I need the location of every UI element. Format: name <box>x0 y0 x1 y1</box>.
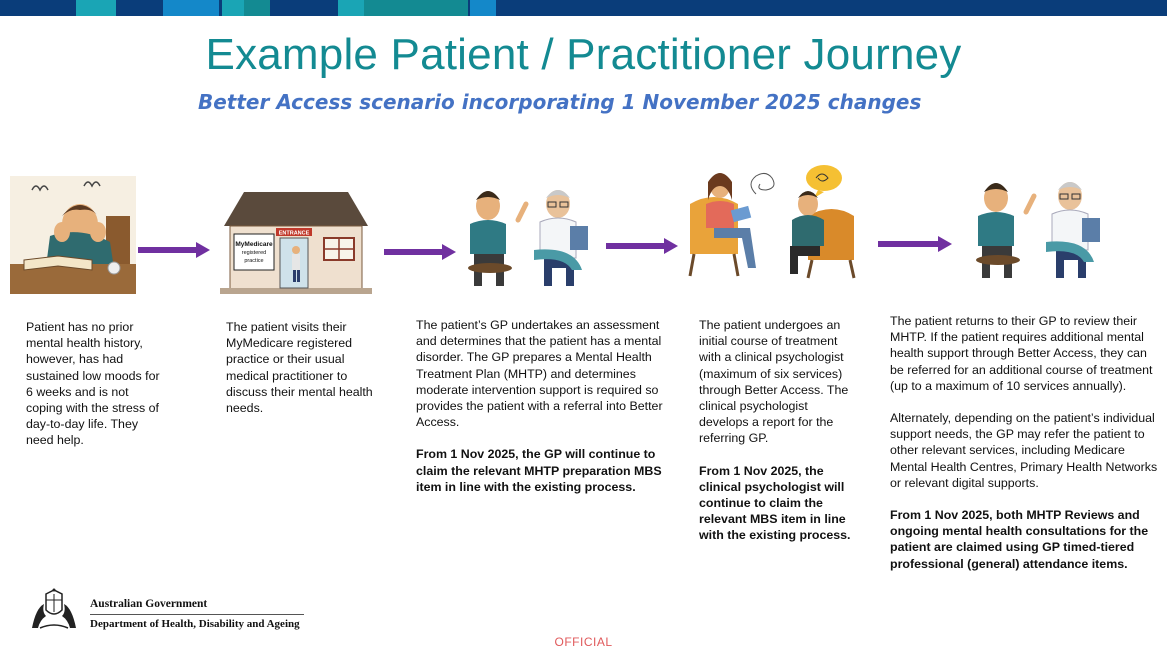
svg-text:practice: practice <box>244 258 264 264</box>
svg-text:MyMedicare: MyMedicare <box>235 241 273 248</box>
psychologist-session-illustration <box>686 164 866 282</box>
page-subtitle: Better Access scenario incorporating 1 November 2025 changes <box>198 90 922 114</box>
step-4-mbs-note: From 1 Nov 2025, the clinical psychologist will continue to claim the relevant MBS item in line with the existing process. <box>699 463 851 543</box>
arrow-right-icon <box>384 242 458 262</box>
step-5-mbs-note: From 1 Nov 2025, both MHTP Reviews and ongoing mental health consultations for the patient are claimed using GP timed-tiered professional (general) attendance items. <box>890 508 1149 571</box>
svg-text:registered: registered <box>241 250 267 256</box>
svg-text:ENTRANCE: ENTRANCE <box>278 230 310 237</box>
top-color-bar <box>0 0 1167 16</box>
logo-divider <box>90 614 304 615</box>
arrow-right-icon <box>138 240 212 260</box>
step-3-mbs-note: From 1 Nov 2025, the GP will continue to claim the relevant MHTP preparation MBS item in line with the existing process. <box>416 447 662 494</box>
arrow-right-icon <box>606 236 680 256</box>
step-5-text: The patient returns to their GP to review their MHTP. If the patient requires additional mental health support through Better Access, they can be referred for an additional course of treatment (up to a maximum of 10 services annually). <box>890 314 1153 393</box>
patient-gp-consultation-illustration <box>460 180 600 292</box>
australian-government-logo <box>26 588 316 634</box>
step-3-text: The patient’s GP undertakes an assessment and determines that the patient has a mental disorder. The GP prepares a Mental Health Treatment Plan (MHTP) and determines moderate intervention support is required so provides the patient with a referral into Better Access. <box>416 318 663 430</box>
step-2-description <box>226 319 386 432</box>
step-3-description <box>416 317 670 511</box>
department-name: Department of Health, Disability and Ageing <box>90 618 300 630</box>
clinic-building-illustration <box>220 190 372 294</box>
stressed-patient-illustration <box>10 176 136 294</box>
page-title: Example Patient / Practitioner Journey <box>205 30 962 79</box>
government-name: Australian Government <box>90 598 208 610</box>
step-1-description <box>26 319 166 465</box>
step-5-description <box>890 313 1162 588</box>
coat-of-arms-icon <box>26 588 82 632</box>
step-4-text: The patient undergoes an initial course of treatment with a clinical psychologist (maximum of six services) through Better Access. The clinical psychologist develops a report for the referring GP. <box>699 318 849 446</box>
step-5-alternative-text: Alternately, depending on the patient’s individual support needs, the GP may refer the patient to other relevant services, including Medicare Mental Health Centres, Primary Health Networks or relevant digital supports. <box>890 411 1158 490</box>
step-4-description <box>699 317 851 560</box>
gp-review-illustration <box>966 172 1114 284</box>
step-2-text: The patient visits their MyMedicare registered practice or their usual medical practitioner to discuss their mental health needs. <box>226 320 373 416</box>
classification-label: OFFICIAL <box>554 635 613 649</box>
arrow-right-icon <box>878 234 954 254</box>
step-1-text: Patient has no prior mental health history, however, has had sustained low moods for 6 weeks and is not coping with the stress of day-to-day life. They need help. <box>26 320 160 448</box>
